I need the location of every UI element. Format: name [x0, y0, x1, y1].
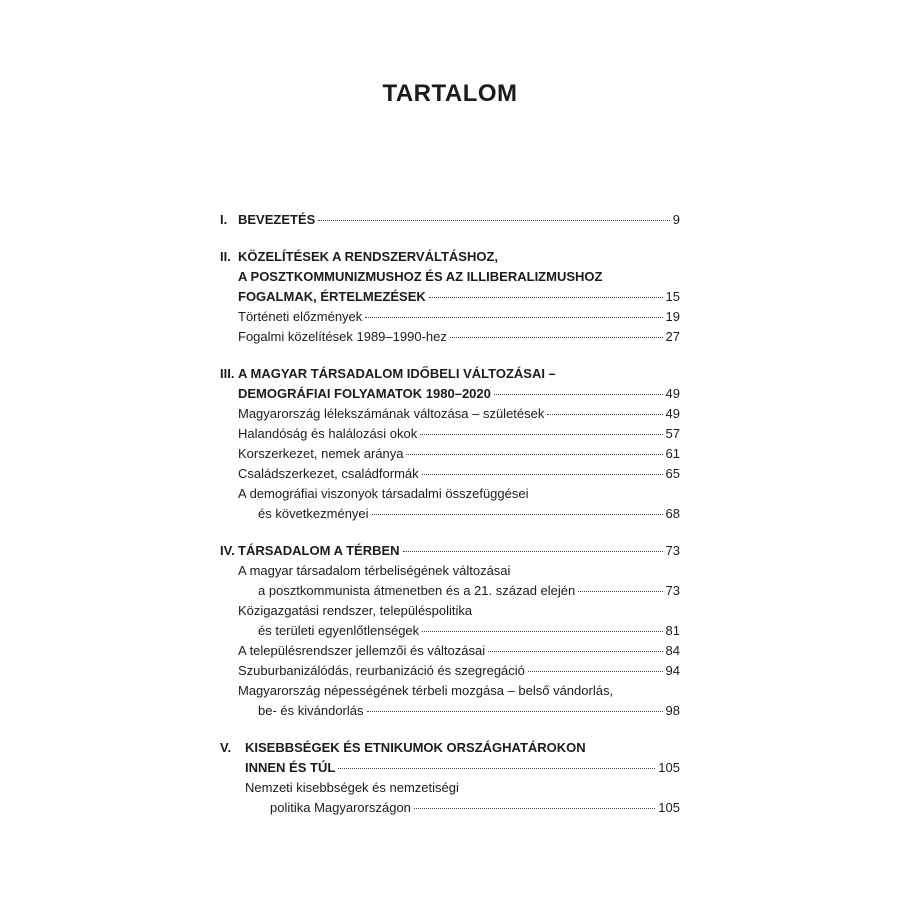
toc-entry-text: Szuburbanizálódás, reurbanizáció és szegregáció — [238, 663, 525, 678]
toc-entry-text: Halandóság és halálozási okok — [238, 426, 418, 441]
dot-leader — [528, 671, 663, 672]
section-heading-line[interactable] — [220, 384, 680, 404]
toc-entry[interactable] — [220, 504, 680, 524]
section-heading-line[interactable] — [220, 247, 680, 267]
dot-leader — [403, 551, 663, 552]
dot-leader — [367, 711, 663, 712]
toc-entry-text: A magyar társadalom térbeliségének változásai — [238, 563, 511, 578]
toc-section — [220, 364, 680, 524]
dot-leader — [494, 394, 663, 395]
dot-leader — [414, 808, 655, 809]
section-heading-text: INNEN ÉS TÚL — [245, 760, 336, 775]
section-heading-text: A MAGYAR TÁRSADALOM IDŐBELI VÁLTOZÁSAI – — [238, 366, 556, 381]
page-number: 49 — [665, 406, 680, 421]
section-heading-text: KISEBBSÉGEK ÉS ETNIKUMOK ORSZÁGHATÁROKON — [245, 740, 586, 755]
section-number: III. — [220, 366, 235, 381]
dot-leader — [429, 297, 663, 298]
toc-entry-text: Fogalmi közelítések 1989–1990-hez — [238, 329, 447, 344]
section-heading-line[interactable] — [220, 758, 680, 778]
toc-entry[interactable] — [220, 444, 680, 464]
page-number: 27 — [665, 329, 680, 344]
section-heading-line[interactable] — [220, 287, 680, 307]
toc-entry-text: a posztkommunista átmenetben és a 21. század elején — [258, 583, 576, 598]
dot-leader — [488, 651, 662, 652]
page-number: 49 — [665, 386, 680, 401]
toc-entry[interactable] — [220, 778, 680, 798]
page-number: 61 — [665, 446, 680, 461]
toc-entry[interactable] — [220, 307, 680, 327]
toc-entry-text: és következményei — [258, 506, 369, 521]
toc-entry-text: Magyarország népességének térbeli mozgása – belső vándorlás, — [238, 683, 614, 698]
dot-leader — [406, 454, 662, 455]
page-title: TARTALOM — [382, 80, 518, 107]
dot-leader — [578, 591, 662, 592]
toc-entry-text: Közigazgatási rendszer, településpolitika — [238, 603, 473, 618]
section-heading-text: TÁRSADALOM A TÉRBEN — [238, 543, 400, 558]
section-heading-line[interactable] — [220, 738, 680, 758]
section-heading-line[interactable] — [220, 267, 680, 287]
toc-entry-text: A településrendszer jellemzői és változásai — [238, 643, 486, 658]
section-number: I. — [220, 212, 228, 227]
toc-entry-text: és területi egyenlőtlenségek — [258, 623, 420, 638]
toc-entry[interactable] — [220, 327, 680, 347]
dot-leader — [420, 434, 662, 435]
toc-entry[interactable] — [220, 798, 680, 818]
dot-leader — [318, 220, 669, 221]
dot-leader — [365, 317, 662, 318]
page-number: 94 — [665, 663, 680, 678]
section-heading-line[interactable] — [220, 541, 680, 561]
toc-entry[interactable] — [220, 601, 680, 621]
dot-leader — [372, 514, 663, 515]
section-heading-text: A POSZTKOMMUNIZMUSHOZ ÉS AZ ILLIBERALIZMUSHOZ — [238, 269, 603, 284]
page-number: 73 — [665, 543, 680, 558]
page-number: 84 — [665, 643, 680, 658]
section-heading-text: KÖZELÍTÉSEK A RENDSZERVÁLTÁSHOZ, — [238, 249, 499, 264]
toc-entry[interactable] — [220, 424, 680, 444]
section-heading-text: DEMOGRÁFIAI FOLYAMATOK 1980–2020 — [238, 386, 491, 401]
section-number: IV. — [220, 543, 235, 558]
page-number: 57 — [665, 426, 680, 441]
toc-entry-text: politika Magyarországon — [270, 800, 411, 815]
toc-section — [220, 541, 680, 721]
toc-entry[interactable] — [220, 641, 680, 661]
dot-leader — [450, 337, 663, 338]
page-number: 68 — [665, 506, 680, 521]
page-number: 81 — [665, 623, 680, 638]
toc-entry[interactable] — [220, 404, 680, 424]
toc-entry-text: Nemzeti kisebbségek és nemzetiségi — [245, 780, 459, 795]
table-of-contents — [220, 210, 680, 835]
toc-entry-text: A demográfiai viszonyok társadalmi összefüggései — [238, 486, 529, 501]
toc-entry[interactable] — [220, 581, 680, 601]
toc-entry[interactable] — [220, 661, 680, 681]
toc-entry-text: Családszerkezet, családformák — [238, 466, 419, 481]
toc-entry[interactable] — [220, 701, 680, 721]
toc-entry[interactable] — [220, 484, 680, 504]
section-heading-text: BEVEZETÉS — [238, 212, 316, 227]
page-number: 15 — [665, 289, 680, 304]
toc-entry-text: Magyarország lélekszámának változása – születések — [238, 406, 545, 421]
toc-entry-text: Korszerkezet, nemek aránya — [238, 446, 404, 461]
page-number: 9 — [672, 212, 680, 227]
toc-entry[interactable] — [220, 681, 680, 701]
page-number: 98 — [665, 703, 680, 718]
toc-section — [220, 738, 680, 818]
toc-entry-text: be- és kivándorlás — [258, 703, 364, 718]
page-number: 19 — [665, 309, 680, 324]
toc-entry[interactable] — [220, 561, 680, 581]
section-heading-line[interactable] — [220, 210, 680, 230]
dot-leader — [422, 631, 662, 632]
toc-entry[interactable] — [220, 464, 680, 484]
toc-section — [220, 247, 680, 347]
page-number: 105 — [658, 800, 680, 815]
page-number: 73 — [665, 583, 680, 598]
section-number: II. — [220, 249, 231, 264]
page-number: 65 — [665, 466, 680, 481]
dot-leader — [422, 474, 663, 475]
section-heading-line[interactable] — [220, 364, 680, 384]
dot-leader — [338, 768, 655, 769]
toc-entry[interactable] — [220, 621, 680, 641]
page-number: 105 — [658, 760, 680, 775]
section-heading-text: FOGALMAK, ÉRTELMEZÉSEK — [238, 289, 426, 304]
dot-leader — [547, 414, 662, 415]
toc-section — [220, 210, 680, 230]
section-number: V. — [220, 740, 232, 755]
toc-entry-text: Történeti előzmények — [238, 309, 363, 324]
